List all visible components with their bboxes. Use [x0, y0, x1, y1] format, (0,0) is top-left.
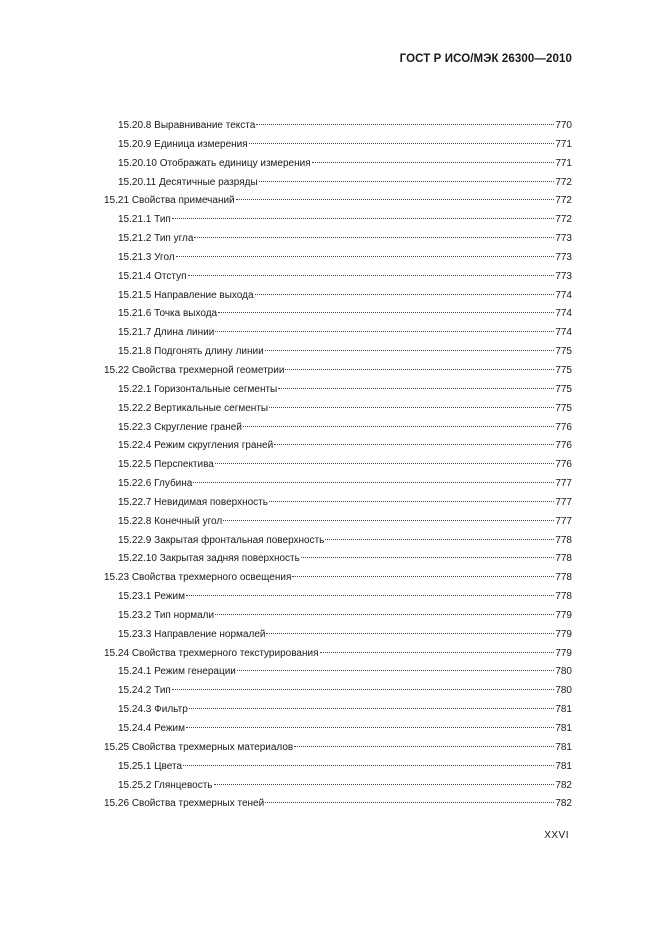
toc-entry-number: 15.23.1	[118, 591, 152, 603]
toc-entry-page: 781	[555, 760, 572, 772]
toc-entry-number: 15.20.8	[118, 120, 152, 131]
toc-entry-number: 15.23.2	[118, 609, 152, 621]
toc-entry-title: Вертикальные сегменты	[154, 402, 269, 414]
toc-entry	[104, 532, 572, 551]
toc-entry-title: Направление нормалей	[154, 628, 266, 640]
dot-leader	[172, 689, 554, 690]
dot-leader	[214, 784, 555, 785]
toc-entry-number: 15.21.1	[118, 214, 152, 226]
toc-entry-number: 15.23.3	[118, 628, 152, 640]
toc-entry-page: 772	[555, 214, 572, 226]
toc-entry-number: 15.21	[104, 195, 130, 207]
document-header: ГОСТ Р ИСО/МЭК 26300—2010	[399, 53, 572, 65]
dot-leader	[215, 331, 554, 332]
toc-entry-page: 772	[555, 195, 572, 207]
toc-entry-title: Длина линии	[154, 327, 215, 339]
dot-leader	[255, 294, 555, 295]
toc-entry-page: 773	[555, 233, 572, 245]
toc-entry-title: Фильтр	[154, 704, 188, 716]
dot-leader	[218, 312, 554, 313]
toc-entry-page: 778	[555, 534, 572, 546]
toc-entry-page: 780	[555, 685, 572, 697]
toc-entry-page: 774	[555, 289, 572, 301]
dot-leader	[278, 388, 554, 389]
toc-entry	[104, 419, 572, 438]
toc-entry-page: 781	[555, 704, 572, 716]
toc-entry-number: 15.25.1	[118, 760, 152, 772]
dot-leader	[294, 746, 554, 747]
dot-leader	[183, 765, 554, 766]
toc-entry-page: 777	[555, 496, 572, 508]
toc-entry	[104, 494, 572, 513]
toc-entry	[104, 475, 572, 494]
toc-entry-number: 15.22.1	[118, 383, 152, 395]
toc-entry-title: Точка выхода	[154, 308, 218, 320]
toc-entry-number: 15.22.8	[118, 515, 152, 527]
dot-leader	[312, 162, 555, 163]
toc-entry-number: 15.24.4	[118, 723, 152, 734]
toc-entry-number: 15.21.6	[118, 308, 152, 320]
toc-entry	[104, 249, 572, 268]
toc-entry-number: 15.24	[104, 647, 130, 659]
toc-entry-number: 15.20.11	[118, 176, 157, 188]
toc-entry-title: Единица измерения	[154, 138, 248, 150]
toc-entry-title: Тип	[154, 214, 171, 226]
toc-entry-number: 15.21.2	[118, 233, 152, 245]
toc-entry-number: 15.21.7	[118, 327, 152, 339]
toc-entry-page: 773	[555, 251, 572, 263]
toc-entry-page: 771	[555, 138, 572, 150]
dot-leader	[285, 369, 554, 370]
toc-entry-page: 776	[555, 440, 572, 452]
toc-entry-number: 15.21.8	[118, 346, 152, 358]
page-number: XXVI	[544, 830, 569, 841]
toc-entry-page: 776	[555, 459, 572, 471]
toc-entry	[104, 230, 572, 249]
dot-leader	[194, 237, 554, 238]
toc-entry-page: 781	[555, 741, 572, 753]
toc-entry-number: 15.20.9	[118, 138, 152, 150]
toc-entry	[104, 343, 572, 362]
toc-entry-number: 15.25.2	[118, 779, 152, 791]
toc-entry-page: 778	[555, 591, 572, 603]
toc-entry-title: Режим скругления граней	[154, 440, 274, 452]
toc-entry	[104, 513, 572, 532]
toc-entry	[104, 136, 572, 155]
toc-entry	[104, 381, 572, 400]
toc-entry-title: Глубина	[154, 478, 193, 490]
dot-leader	[186, 727, 554, 728]
toc-entry-number: 15.23	[104, 572, 130, 584]
toc-entry-page: 779	[555, 628, 572, 640]
toc-entry	[104, 588, 572, 607]
toc-entry-page: 775	[555, 402, 572, 414]
toc-entry-title: Свойства трехмерной геометрии	[131, 364, 285, 376]
toc-entry-page: 775	[555, 364, 572, 376]
toc-entry-page: 777	[555, 515, 572, 527]
toc-entry-number: 15.22	[104, 364, 130, 376]
toc-entry	[104, 607, 572, 626]
toc-entry	[104, 305, 572, 324]
toc-entry-page: 775	[555, 346, 572, 358]
toc-entry-number: 15.22.6	[118, 478, 152, 490]
toc-entry-page: 779	[555, 647, 572, 659]
toc-entry-page: 778	[555, 572, 572, 584]
toc-entry-title: Горизонтальные сегменты	[154, 383, 278, 395]
dot-leader	[215, 614, 554, 615]
dot-leader	[265, 802, 554, 803]
toc-entry-title: Свойства трехмерных материалов	[131, 741, 294, 753]
dot-leader	[325, 539, 554, 540]
toc-entry-page: 780	[555, 666, 572, 678]
toc-entry	[104, 739, 572, 758]
toc-entry-number: 15.22.10	[118, 553, 157, 565]
dot-leader	[249, 143, 555, 144]
dot-leader	[237, 670, 554, 671]
toc-entry-title: Отступ	[154, 270, 187, 282]
toc-entry-title: Свойства трехмерных теней	[131, 798, 265, 810]
toc-entry-title: Десятичные разряды	[158, 176, 258, 188]
toc-entry-title: Режим	[154, 723, 185, 734]
toc-entry	[104, 456, 572, 475]
toc-entry	[104, 626, 572, 645]
toc-entry-title: Цвета	[154, 760, 183, 772]
toc-entry-title: Закрытая фронтальная поверхность	[154, 534, 325, 546]
dot-leader	[292, 576, 554, 577]
toc-entry-number: 15.22.7	[118, 496, 152, 508]
toc-entry-number: 15.22.5	[118, 459, 152, 471]
toc-entry-title: Свойства примечаний	[131, 195, 235, 207]
toc-entry	[104, 324, 572, 343]
toc-entry-title: Режим генерации	[154, 666, 236, 678]
dot-leader	[193, 482, 554, 483]
dot-leader	[176, 256, 555, 257]
toc-entry-number: 15.22.9	[118, 534, 152, 546]
toc-entry	[104, 701, 572, 720]
dot-leader	[274, 444, 554, 445]
toc-entry-number: 15.22.3	[118, 421, 152, 433]
toc-entry-number: 15.20.10	[118, 157, 157, 169]
toc-entry	[104, 777, 572, 796]
toc-entry-title: Отображать единицу измерения	[159, 157, 311, 169]
dot-leader	[243, 426, 554, 427]
toc-entry-title: Перспектива	[154, 459, 214, 471]
toc-entry-number: 15.25	[104, 741, 130, 753]
toc-entry-page: 774	[555, 327, 572, 339]
toc-entry	[104, 211, 572, 230]
toc-entry	[104, 758, 572, 777]
dot-leader	[256, 124, 554, 125]
toc-entry-number: 15.22.4	[118, 440, 152, 452]
dot-leader	[188, 275, 555, 276]
toc-entry	[104, 437, 572, 456]
toc-entry	[104, 645, 572, 664]
toc-entry-number: 15.21.5	[118, 289, 152, 301]
toc-entry-title: Глянцевость	[154, 779, 213, 791]
toc-entry	[104, 268, 572, 287]
toc-entry-title: Невидимая поверхность	[154, 496, 268, 508]
toc-entry-page: 777	[555, 478, 572, 490]
toc-entry	[104, 795, 572, 814]
toc-entry	[104, 362, 572, 381]
toc-entry-number: 15.22.2	[118, 402, 152, 414]
toc-entry	[104, 155, 572, 174]
toc-entry-number: 15.21.3	[118, 251, 152, 263]
dot-leader	[189, 708, 555, 709]
toc-entry-page: 775	[555, 383, 572, 395]
dot-leader	[301, 557, 554, 558]
toc-entry-title: Тип угла	[154, 233, 194, 245]
toc-entry	[104, 192, 572, 211]
toc-entry-title: Свойства трехмерного освещения	[131, 572, 292, 584]
toc-entry	[104, 400, 572, 419]
dot-leader	[223, 520, 554, 521]
toc-entry-title: Угол	[154, 251, 175, 263]
dot-leader	[259, 181, 555, 182]
toc-entry-number: 15.24.2	[118, 685, 152, 697]
toc-entry	[104, 550, 572, 569]
toc-entry-page: 782	[555, 779, 572, 791]
toc-entry	[104, 682, 572, 701]
toc-entry-number: 15.24.3	[118, 704, 152, 716]
toc-entry-page: 779	[555, 609, 572, 621]
dot-leader	[320, 652, 555, 653]
toc-entry	[104, 117, 572, 136]
toc-entry-page: 773	[555, 270, 572, 282]
dot-leader	[236, 199, 555, 200]
toc-entry	[104, 174, 572, 193]
toc-entry-page: 770	[555, 120, 572, 131]
toc-entry-page: 771	[555, 157, 572, 169]
toc-entry-number: 15.21.4	[118, 270, 152, 282]
toc-entry-title: Тип	[154, 685, 171, 697]
toc-entry-title: Направление выхода	[154, 289, 254, 301]
dot-leader	[215, 463, 554, 464]
toc-entry-page: 778	[555, 553, 572, 565]
toc-entry-page: 774	[555, 308, 572, 320]
toc-entry-title: Закрытая задняя поверхность	[159, 553, 300, 565]
dot-leader	[269, 407, 554, 408]
dot-leader	[266, 633, 554, 634]
toc-entry-title: Выравнивание текста	[154, 120, 256, 131]
toc-entry-page: 772	[555, 176, 572, 188]
toc-entry-page: 782	[555, 798, 572, 810]
dot-leader	[269, 501, 554, 502]
toc-entry-number: 15.26	[104, 798, 130, 810]
toc-entry	[104, 287, 572, 306]
dot-leader	[265, 350, 555, 351]
toc-entry-title: Скругление граней	[154, 421, 242, 433]
toc-entry-title: Тип нормали	[154, 609, 215, 621]
toc-entry-page: 781	[555, 723, 572, 734]
table-of-contents	[104, 117, 572, 814]
toc-entry-number: 15.24.1	[118, 666, 152, 678]
toc-entry	[104, 720, 572, 739]
dot-leader	[172, 218, 554, 219]
toc-entry-title: Конечный угол	[154, 515, 223, 527]
toc-entry-title: Свойства трехмерного текстурирования	[131, 647, 319, 659]
toc-entry	[104, 663, 572, 682]
toc-entry	[104, 569, 572, 588]
toc-entry-title: Режим	[154, 591, 185, 603]
dot-leader	[186, 595, 554, 596]
toc-entry-title: Подгонять длину линии	[154, 346, 264, 358]
toc-entry-page: 776	[555, 421, 572, 433]
